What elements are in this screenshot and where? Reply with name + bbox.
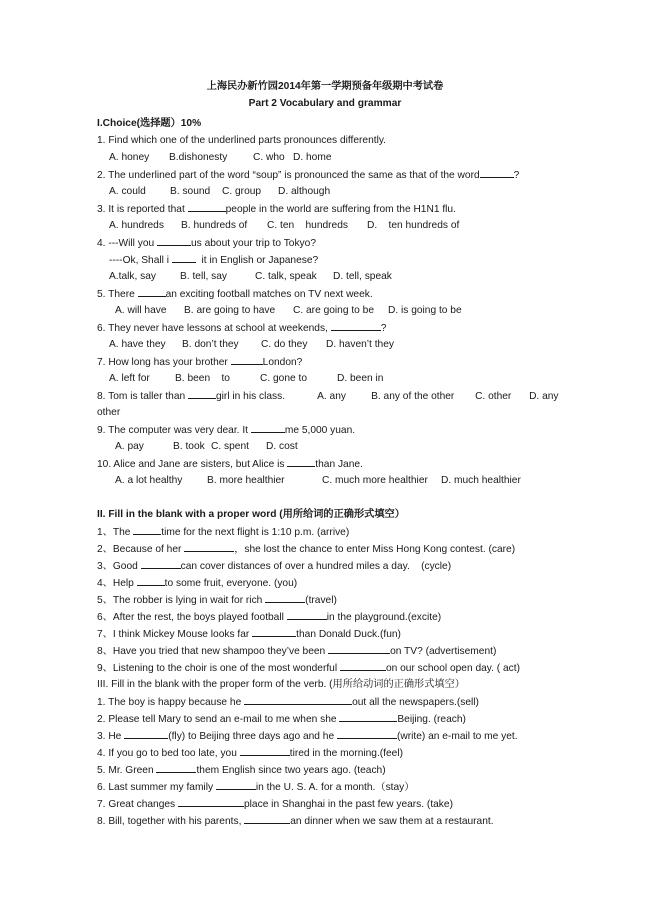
answer-blank[interactable] — [188, 202, 226, 212]
question-9-pre: 9. The computer was very dear. It — [97, 425, 248, 436]
answer-blank[interactable] — [480, 168, 514, 178]
answer-blank[interactable] — [124, 729, 168, 739]
verb-item — [97, 695, 479, 709]
option-a: A. will have — [115, 305, 167, 316]
option-b: B.dishonesty — [169, 152, 228, 163]
answer-blank[interactable] — [340, 661, 386, 671]
answer-blank[interactable] — [339, 712, 397, 722]
question-5-pre: 5. There — [97, 289, 135, 300]
question-1-text: 1. Find which one of the underlined parts pronounces differently. — [97, 135, 387, 146]
fill-item — [97, 525, 349, 539]
fill-item — [97, 576, 297, 590]
fill-item — [97, 593, 337, 607]
option-b: B. hundreds of — [181, 220, 248, 231]
question-8-post: girl in his class. — [216, 391, 286, 402]
option-d: D. although — [278, 186, 331, 197]
option-c: C. talk, speak — [255, 271, 317, 282]
answer-blank[interactable] — [138, 287, 166, 297]
fill-item-post: can cover distances of over a hundred miles a day. (cycle) — [180, 561, 452, 572]
option-a: A. left for — [109, 373, 150, 384]
option-b: B. don’t they — [182, 339, 239, 350]
answer-blank[interactable] — [231, 355, 263, 365]
question-2-options — [109, 185, 330, 198]
verb-item — [97, 797, 453, 811]
verb-item-pre: 2. Please tell Mary to send an e-mail to me when she — [97, 714, 337, 725]
option-b: B. tell, say — [180, 271, 227, 282]
verb-item-post: tired in the morning.(feel) — [289, 748, 403, 759]
fill-item-pre: 1、The — [97, 527, 131, 538]
verb-item-pre: 1. The boy is happy because he — [97, 697, 242, 708]
answer-blank[interactable] — [252, 627, 296, 637]
verb-item-post: out all the newspapers.(sell) — [352, 697, 479, 708]
question-3-text — [97, 202, 456, 216]
option-c: C. spent — [211, 441, 249, 452]
verb-item-pre: 8. Bill, together with his parents, — [97, 816, 242, 827]
verb-item — [97, 729, 518, 743]
question-10-post: than Jane. — [315, 459, 363, 470]
fill-item — [97, 627, 401, 641]
option-a: A. a lot healthy — [115, 475, 183, 486]
answer-blank[interactable] — [240, 746, 290, 756]
option-c: C. group — [222, 186, 262, 197]
question-6-options — [109, 338, 394, 351]
question-8-text — [97, 389, 559, 403]
answer-blank[interactable] — [188, 389, 216, 399]
section-3-heading: III. Fill in the blank with the proper form of the verb. (用所给动词的正确形式填空） — [97, 679, 465, 690]
option-c: C. other — [475, 391, 512, 402]
fill-item-post: ，she lost the chance to enter Miss Hong Kong contest. (care) — [234, 544, 516, 555]
question-8-continuation: other — [97, 407, 121, 418]
option-a: A. could — [109, 186, 146, 197]
answer-blank[interactable] — [244, 695, 352, 705]
fill-item — [97, 542, 515, 556]
verb-item — [97, 763, 386, 777]
fill-item-pre: 3、Good — [97, 561, 138, 572]
fill-item-pre: 4、Help — [97, 578, 134, 589]
section-1-heading: I.Choice(选择题）10% — [97, 118, 202, 129]
option-b: B. been to — [175, 373, 230, 384]
question-4-pre: 4. ---Will you — [97, 238, 155, 249]
question-3-options — [109, 219, 459, 232]
answer-blank[interactable] — [331, 321, 381, 331]
answer-blank[interactable] — [178, 797, 244, 807]
question-9-post: me 5,000 yuan. — [284, 425, 356, 436]
fill-item-pre: 2、Because of her — [97, 544, 182, 555]
question-10-options — [115, 474, 521, 487]
option-d: D. any — [529, 391, 559, 402]
question-7-post: London? — [262, 357, 303, 368]
question-1-options — [109, 151, 332, 164]
question-7-text — [97, 355, 302, 369]
question-3-pre: 3. It is reported that — [97, 204, 185, 215]
answer-blank[interactable] — [141, 559, 181, 569]
fill-item-post: than Donald Duck.(fun) — [296, 629, 401, 640]
option-d: D. is going to be — [388, 305, 462, 316]
question-3-post: people in the world are suffering from the H1N1 flu. — [225, 204, 456, 215]
question-2-pre: 2. The underlined part of the word “soup” is pronounced the same as that of the word — [97, 170, 480, 181]
answer-blank[interactable] — [216, 780, 256, 790]
option-a: A. have they — [109, 339, 166, 350]
option-b: B. sound — [170, 186, 211, 197]
answer-blank[interactable] — [287, 610, 327, 620]
answer-blank[interactable] — [265, 593, 305, 603]
fill-item-pre: 6、After the rest, the boys played football — [97, 612, 284, 623]
question-6-text — [97, 321, 386, 335]
fill-item-post: to some fruit, everyone. (you) — [164, 578, 298, 589]
question-10-pre: 10. Alice and Jane are sisters, but Alice is — [97, 459, 285, 470]
option-d: D. cost — [266, 441, 298, 452]
answer-blank[interactable] — [244, 814, 290, 824]
question-5-post: an exciting football matches on TV next week. — [165, 289, 373, 300]
fill-item-post: on TV? (advertisement) — [390, 646, 497, 657]
fill-item — [97, 644, 496, 658]
answer-blank[interactable] — [337, 729, 397, 739]
fill-item — [97, 610, 441, 624]
answer-blank[interactable] — [328, 644, 390, 654]
option-d: D. been in — [337, 373, 384, 384]
question-5-options — [115, 304, 462, 317]
option-a: A. any — [317, 391, 346, 402]
verb-item — [97, 712, 466, 726]
question-4-line-2 — [109, 253, 318, 267]
verb-item-pre: 7. Great changes — [97, 799, 176, 810]
option-c: C. much more healthier — [322, 475, 428, 486]
verb-item-pre: 4. If you go to bed too late, you — [97, 748, 237, 759]
section-2-heading: II. Fill in the blank with a proper word (用所给词的正确形式填空） — [97, 509, 405, 520]
verb-item-pre: 3. He — [97, 731, 122, 742]
option-d: D. much healthier — [441, 475, 521, 486]
option-a: A. hundreds — [109, 220, 164, 231]
question-9-options — [115, 440, 298, 453]
verb-item-post: in the U. S. A. for a month.（stay） — [255, 782, 415, 793]
option-b: B. took — [173, 441, 205, 452]
fill-item-post: on our school open day. ( act) — [385, 663, 520, 674]
option-c: C. ten hundreds — [267, 220, 348, 231]
answer-blank[interactable] — [184, 542, 234, 552]
question-5-text — [97, 287, 373, 301]
question-6-pre: 6. They never have lessons at school at weekends, — [97, 323, 328, 334]
option-a: A.talk, say — [109, 271, 156, 282]
option-b: B. any of the other — [371, 391, 455, 402]
option-d: D. home — [293, 152, 332, 163]
verb-item-mid: (fly) to Beijing three days ago and he — [168, 731, 335, 742]
verb-item-post: an dinner when we saw them at a restaurant. — [290, 816, 494, 827]
fill-item — [97, 559, 451, 573]
option-b: B. are going to have — [184, 305, 276, 316]
question-9-text — [97, 423, 355, 437]
question-7-options — [109, 372, 383, 385]
answer-blank[interactable] — [172, 253, 196, 263]
fill-item-pre: 7、I think Mickey Mouse looks far — [97, 629, 250, 640]
question-2-text — [97, 168, 519, 182]
answer-blank[interactable] — [251, 423, 285, 433]
option-a: A. pay — [115, 441, 144, 452]
question-10-text — [97, 457, 363, 471]
fill-item-post: in the playground.(excite) — [326, 612, 442, 623]
question-4-options — [109, 270, 392, 283]
option-c: C. are going to be — [293, 305, 374, 316]
verb-item-post: them English since two years ago. (teach) — [196, 765, 386, 776]
option-b: B. more healthier — [207, 475, 285, 486]
option-c: C. do they — [261, 339, 308, 350]
option-d: D. ten hundreds of — [367, 220, 460, 231]
verb-item — [97, 780, 414, 794]
option-a: A. honey — [109, 152, 150, 163]
fill-item-post: (travel) — [305, 595, 337, 606]
page-title: 上海民办新竹园2014年第一学期预备年级期中考试卷 — [206, 81, 444, 92]
question-6-post: ? — [380, 323, 387, 334]
verb-item-post: Beijing. (reach) — [397, 714, 466, 725]
option-d: D. tell, speak — [333, 271, 392, 282]
fill-item-pre: 5、The robber is lying in wait for rich — [97, 595, 263, 606]
option-c: C. gone to — [260, 373, 308, 384]
verb-item-pre: 6. Last summer my family — [97, 782, 214, 793]
question-4-post: us about your trip to Tokyo? — [191, 238, 316, 249]
fill-item — [97, 661, 520, 675]
answer-blank[interactable] — [133, 525, 161, 535]
answer-blank[interactable] — [287, 457, 315, 467]
question-7-pre: 7. How long has your brother — [97, 357, 228, 368]
question-4-pre2: ----Ok, Shall i — [109, 255, 169, 266]
question-4-text — [97, 236, 316, 250]
option-c: C. who — [253, 152, 285, 163]
answer-blank[interactable] — [137, 576, 165, 586]
verb-item-pre: 5. Mr. Green — [97, 765, 154, 776]
fill-item-pre: 8、Have you tried that new shampoo they’ve been — [97, 646, 326, 657]
fill-item-post: time for the next flight is 1:10 p.m. (arrive) — [161, 527, 350, 538]
page-subtitle: Part 2 Vocabulary and grammar — [248, 98, 402, 109]
question-4-post2: it in English or Japanese? — [201, 255, 319, 266]
option-d: D. haven’t they — [326, 339, 394, 350]
answer-blank[interactable] — [156, 763, 196, 773]
verb-item-post: place in Shanghai in the past few years. (take) — [244, 799, 453, 810]
fill-item-pre: 9、Listening to the choir is one of the most wonderful — [97, 663, 338, 674]
answer-blank[interactable] — [157, 236, 191, 246]
question-2-post: ? — [513, 170, 520, 181]
verb-item-post: (write) an e-mail to me yet. — [396, 731, 518, 742]
verb-item — [97, 814, 494, 828]
verb-item — [97, 746, 403, 760]
question-8-pre: 8. Tom is taller than — [97, 391, 186, 402]
